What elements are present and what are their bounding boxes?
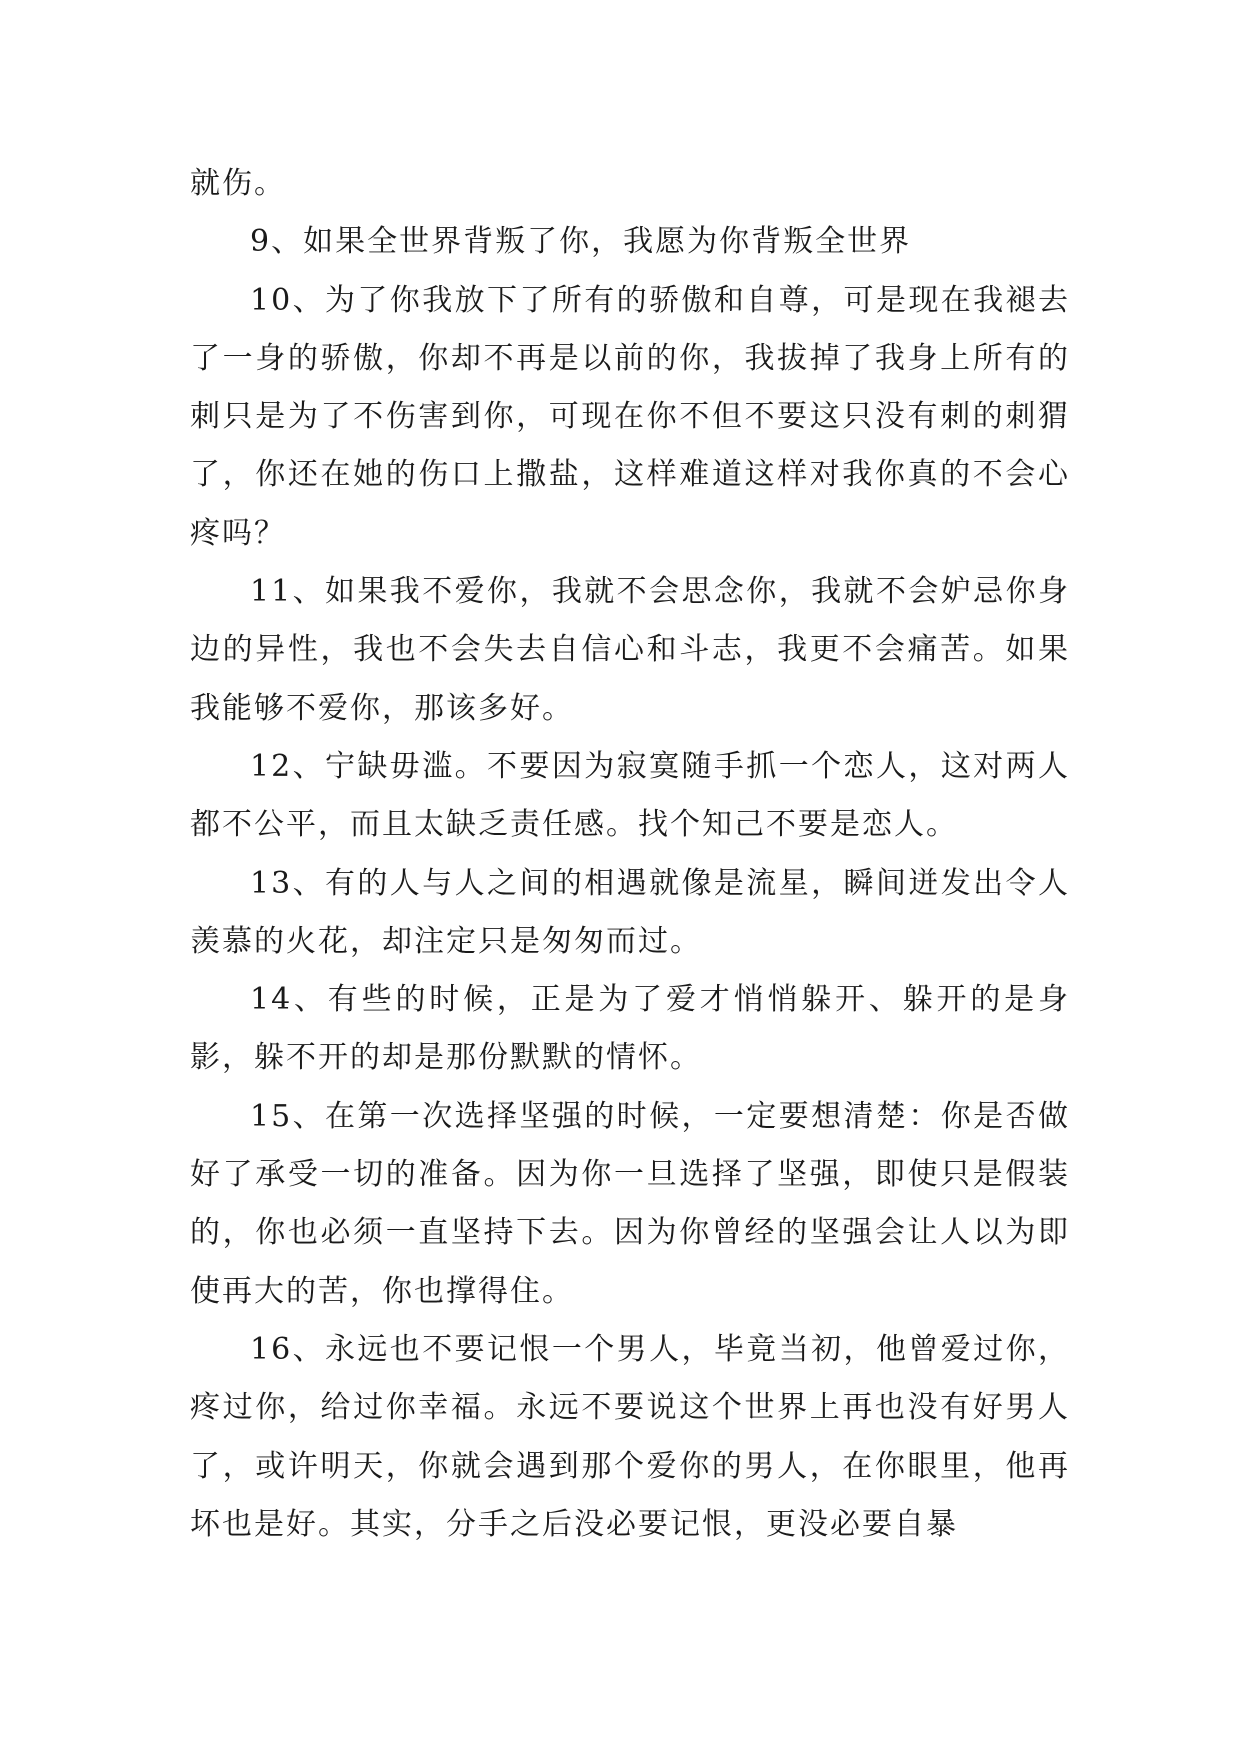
paragraph-10: 10、为了你我放下了所有的骄傲和自尊，可是现在我褪去了一身的骄傲，你却不再是以前的你，我拔掉了我身上所有的刺只是为了不伤害到你，可现在你不但不要这只没有刺的刺猬了，你还在她的伤口上撒盐，这样难道这样对我你真的不会心疼吗？ <box>190 282 1070 551</box>
paragraph-continued: 就伤。 <box>190 166 286 201</box>
paragraph-12: 12、宁缺毋滥。不要因为寂寞随手抓一个恋人，这对两人都不公平，而且太缺乏责任感。找个知己不要是恋人。 <box>190 748 1070 843</box>
paragraph-15: 15、在第一次选择坚强的时候，一定要想清楚：你是否做好了承受一切的准备。因为你一旦选择了坚强，即使只是假装的，你也必须一直坚持下去。因为你曾经的坚强会让人以为即使再大的苦，你也撑得住。 <box>190 1098 1070 1309</box>
document-body <box>190 155 1070 1554</box>
paragraph-14: 14、有些的时候，正是为了爱才悄悄躲开、躲开的是身影，躲不开的却是那份默默的情怀。 <box>190 982 1070 1076</box>
paragraph-11: 11、如果我不爱你，我就不会思念你，我就不会妒忌你身边的异性，我也不会失去自信心和斗志，我更不会痛苦。如果我能够不爱你，那该多好。 <box>190 574 1070 726</box>
paragraph-16: 16、永远也不要记恨一个男人，毕竟当初，他曾爱过你，疼过你，给过你幸福。永远不要说这个世界上再也没有好男人了，或许明天，你就会遇到那个爱你的男人，在你眼里，他再坏也是好。其实，分手之后没必要记恨，更没必要自暴 <box>190 1331 1070 1542</box>
paragraph-13: 13、有的人与人之间的相遇就像是流星，瞬间迸发出令人羡慕的火花，却注定只是匆匆而过。 <box>190 865 1070 959</box>
paragraph-9: 9、如果全世界背叛了你，我愿为你背叛全世界 <box>250 224 912 260</box>
